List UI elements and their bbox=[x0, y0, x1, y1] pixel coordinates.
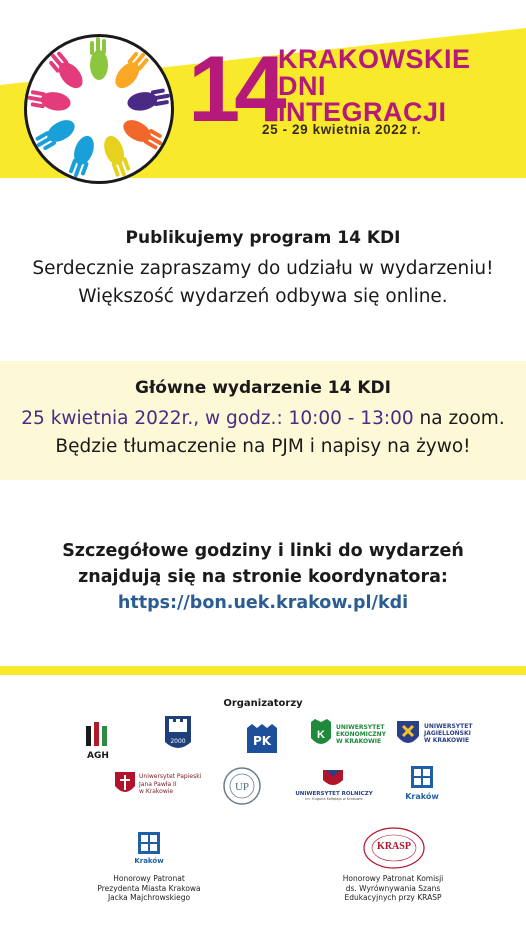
uj-crest-icon bbox=[395, 718, 421, 750]
uek-crest-icon bbox=[309, 718, 333, 750]
patron-left-line3: Jacka Majchrowskiego bbox=[107, 893, 191, 902]
svg-text:K: K bbox=[317, 729, 325, 741]
krakow-grid-icon bbox=[138, 832, 160, 854]
patron-left-line2: Prezydenta Miasta Krakowa bbox=[97, 883, 201, 893]
patron-mayor-text bbox=[74, 874, 224, 903]
title-line-3: INTEGRACJI bbox=[278, 97, 447, 127]
patron-krasp-text bbox=[318, 874, 468, 903]
patron-krakow-logo bbox=[135, 832, 163, 872]
up-seal-icon bbox=[222, 766, 262, 806]
krakow-grid-icon bbox=[411, 766, 433, 788]
up-round-logo bbox=[222, 766, 262, 806]
section1-title: Publikujemy program 14 KDI bbox=[125, 228, 401, 248]
castle-shield-icon bbox=[163, 714, 193, 756]
uj-name-1: UNIWERSYTET bbox=[424, 723, 473, 730]
patron-right-line2: ds. Wyrównywania Szans bbox=[345, 883, 441, 893]
uek-name-3: W KRAKOWIE bbox=[336, 738, 382, 745]
pk-label: PK bbox=[252, 734, 272, 748]
krakow-logo bbox=[404, 766, 440, 806]
patron-left-line1: Honorowy Patronat bbox=[113, 874, 185, 883]
upjp2-crest-icon bbox=[114, 770, 136, 798]
details-line2: znajdują się na stronie koordynatora: bbox=[78, 567, 448, 587]
hands-circle-icon bbox=[27, 37, 171, 181]
uek-logo bbox=[309, 718, 389, 754]
patron-right-line3: Edukacyjnych przy KRASP bbox=[344, 893, 442, 902]
uek-name-1: UNIWERSYTET bbox=[336, 724, 385, 731]
yellow-divider bbox=[0, 666, 526, 675]
edition-number: 14 bbox=[188, 36, 281, 141]
main-event-accessibility: Będzie tłumaczenie na PJM i napisy na żywo! bbox=[55, 436, 471, 457]
pk-logo bbox=[246, 720, 278, 754]
krakow-label: Kraków bbox=[405, 792, 439, 801]
ur-crest-icon bbox=[322, 768, 344, 790]
event-dates: 25 - 29 kwietnia 2022 r. bbox=[262, 122, 422, 137]
uj-logo bbox=[395, 718, 475, 754]
title-line-1: KRAKOWSKIE bbox=[278, 44, 471, 74]
up-logo bbox=[163, 714, 193, 758]
title-line-2: DNI bbox=[278, 71, 326, 101]
agh-label: AGH bbox=[87, 751, 109, 761]
agh-logo bbox=[84, 718, 112, 762]
upjp2-name-3: w Krakowie bbox=[139, 788, 174, 795]
main-event-platform: na zoom. bbox=[413, 408, 505, 429]
main-event-title: Główne wydarzenie 14 KDI bbox=[135, 378, 391, 398]
up-badge: 2000 bbox=[170, 738, 186, 745]
details-line1: Szczegółowe godziny i linki do wydarzeń bbox=[62, 541, 464, 561]
organizers-title: Organizatorzy bbox=[223, 698, 303, 709]
coordinator-link[interactable]: https://bon.uek.krakow.pl/kdi bbox=[117, 593, 409, 613]
upjp2-name-1: Uniwersytet Papieski bbox=[139, 773, 202, 780]
ur-name-2: im. Hugona Kołłątaja w Krakowie bbox=[305, 797, 363, 801]
krasp-label: KRASP bbox=[377, 841, 411, 852]
krasp-logo bbox=[362, 826, 426, 870]
main-event-time-line bbox=[0, 408, 526, 429]
upjp2-name-2: Jana Pawła II bbox=[139, 780, 177, 788]
uek-name-2: EKONOMICZNY bbox=[336, 731, 387, 738]
patron-right-line1: Honorowy Patronat Komisji bbox=[342, 874, 444, 883]
uj-name-3: W KRAKOWIE bbox=[424, 737, 470, 744]
svg-text:UP: UP bbox=[234, 781, 250, 793]
ur-logo bbox=[294, 768, 374, 802]
uj-name-2: JAGIELLOŃSKI bbox=[424, 730, 471, 737]
upjp2-logo bbox=[114, 770, 204, 802]
section1-line2: Większość wydarzeń odbywa się online. bbox=[78, 286, 448, 307]
agh-emblem-icon bbox=[84, 718, 112, 748]
hands-logo bbox=[24, 34, 174, 184]
section1-line1: Serdecznie zapraszamy do udziału w wydarzeniu! bbox=[32, 258, 494, 279]
main-event-time: 25 kwietnia 2022r., w godz.: 10:00 - 13:00 bbox=[21, 408, 414, 429]
patron-krakow-label: Kraków bbox=[134, 857, 164, 865]
ur-name-1: UNIWERSYTET ROLNICZY bbox=[295, 791, 373, 797]
